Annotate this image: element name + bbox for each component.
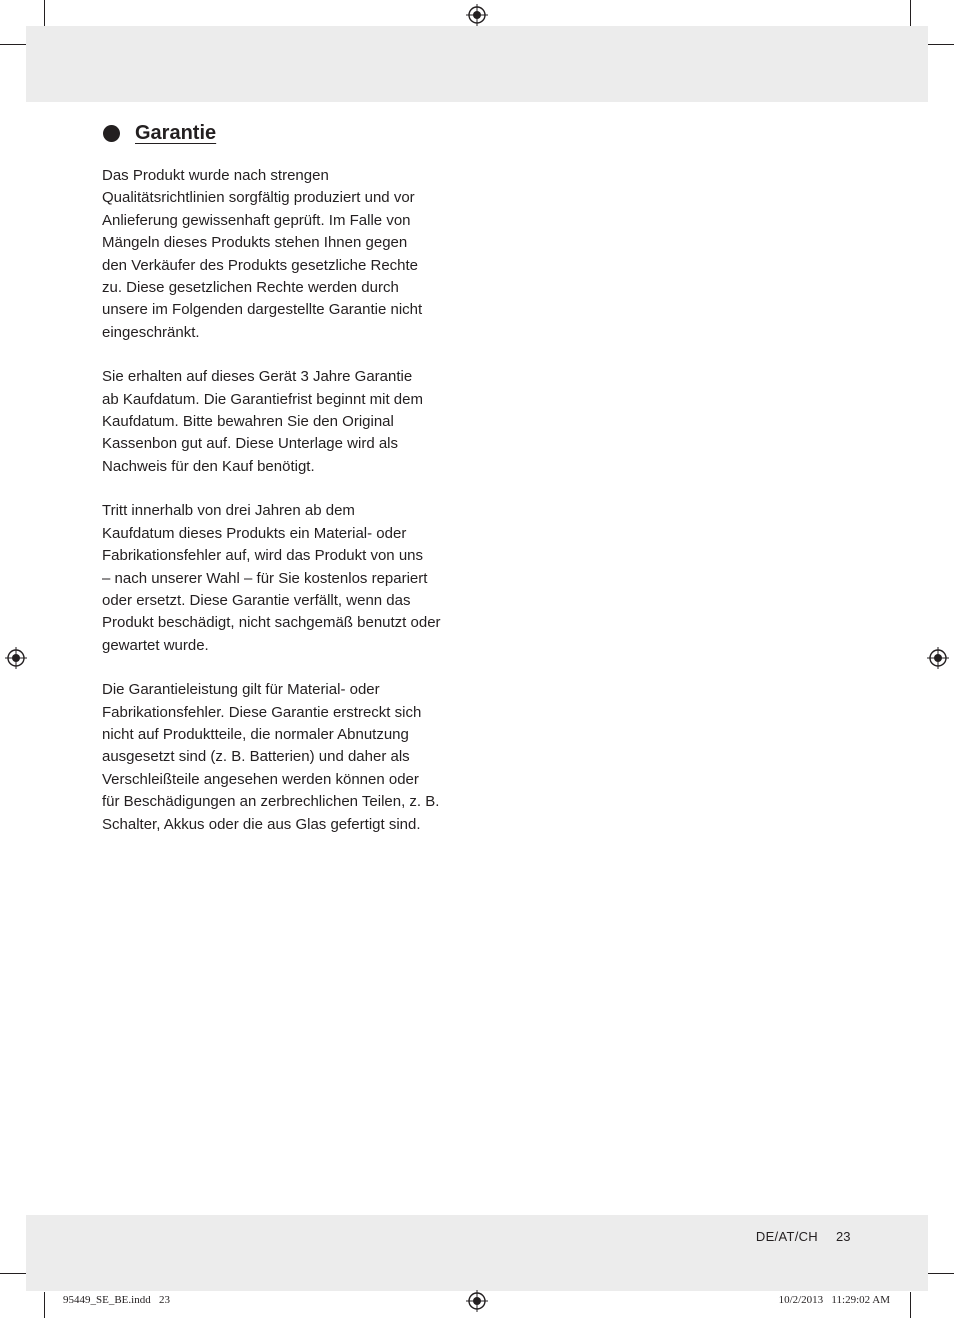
- crop-mark: [44, 0, 45, 26]
- crop-mark: [928, 44, 954, 45]
- page-number: 23: [836, 1229, 851, 1244]
- crop-mark: [44, 1292, 45, 1318]
- crop-mark: [0, 1273, 26, 1274]
- bullet-icon: [103, 125, 120, 142]
- section-body: [102, 165, 482, 858]
- crop-mark: [910, 1292, 911, 1318]
- paragraph: Sie erhalten auf dieses Gerät 3 Jahre Garantie ab Kaufdatum. Die Garantiefrist beginnt mit dem Kaufdatum. Bitte bewahren Sie den Original Kassenbon gut auf. Diese Unterlage wird als Nachweis für den Kauf benötigt.: [102, 368, 423, 475]
- header-band: [26, 26, 928, 102]
- paragraph: Die Garantieleistung gilt für Material- oder Fabrikationsfehler. Diese Garantie erstreckt sich nicht auf Produktteile, die normaler Abnutzung ausgesetzt sind (z. B. Batterien) und daher als Verschleißteile angesehen werden können oder für Beschädigungen an zerbrechlichen Teilen, z. B. Schalter, Akkus oder die aus Glas gefertigt sind.: [102, 681, 440, 833]
- registration-mark-icon: [466, 1290, 488, 1312]
- crop-mark: [928, 1273, 954, 1274]
- registration-mark-icon: [5, 647, 27, 669]
- paragraph: Das Produkt wurde nach strengen Qualitätsrichtlinien sorgfältig produziert und vor Anlieferung gewissenhaft geprüft. Im Falle von Mängeln dieses Produkts stehen Ihnen gegen den Verkäufer des Produkts gesetzliche Rechte zu. Diese gesetzlichen Rechte werden durch unsere im Folgenden dargestellte Garantie nicht eingeschränkt.: [102, 167, 423, 341]
- section-title: Garantie: [135, 122, 217, 144]
- crop-mark: [0, 44, 26, 45]
- registration-mark-icon: [927, 647, 949, 669]
- slug-timestamp: 10/2/2013 11:29:02 AM: [778, 1294, 890, 1306]
- crop-mark: [910, 0, 911, 26]
- paragraph: Tritt innerhalb von drei Jahren ab dem Kaufdatum dieses Produkts ein Material- oder Fabrikationsfehler auf, wird das Produkt von uns – nach unserer Wahl – für Sie kostenlos repariert oder ersetzt. Diese Garantie verfällt, wenn das Produkt beschädigt, nicht sachgemäß benutzt oder gewartet wurde.: [102, 502, 441, 654]
- section-heading: [103, 122, 216, 145]
- footer-band: [26, 1215, 928, 1291]
- slug-filename: 95449_SE_BE.indd 23: [63, 1294, 170, 1306]
- registration-mark-icon: [466, 4, 488, 26]
- footer-language: DE/AT/CH: [755, 1229, 818, 1244]
